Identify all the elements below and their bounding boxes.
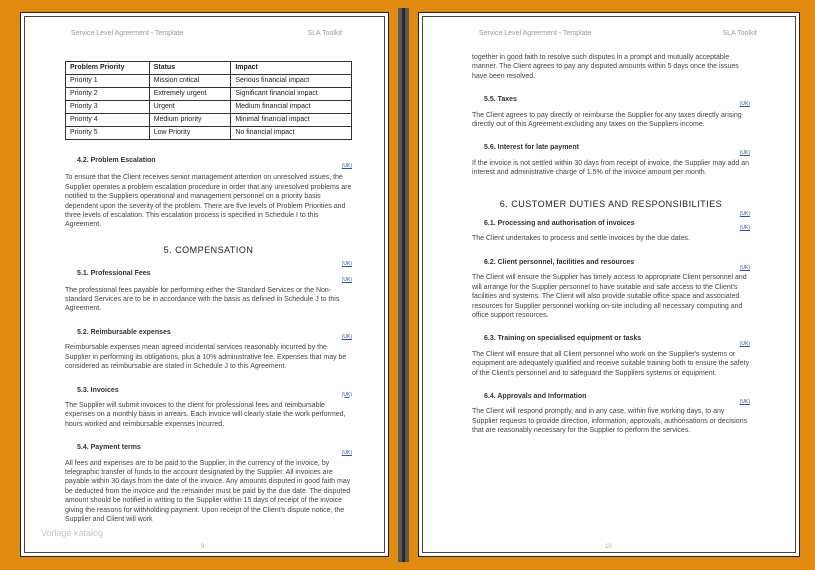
header-left: Service Level Agreement - Template — [479, 30, 592, 37]
uk-link[interactable]: (UK) — [341, 277, 352, 284]
section-6-3 — [472, 334, 750, 378]
uk-link[interactable]: (UK) — [341, 450, 352, 457]
uk-link[interactable]: (UK) — [739, 398, 750, 405]
table-cell: Serious financial impact — [231, 75, 352, 88]
left-page-content — [65, 61, 352, 524]
section-title: 6.2. Client personnel, facilities and resources — [484, 258, 635, 266]
uk-link[interactable]: (UK) — [739, 341, 750, 348]
table-row — [66, 88, 352, 101]
uk-link[interactable]: (UK) — [739, 225, 750, 232]
uk-link[interactable]: (UK) — [341, 163, 352, 169]
section-title: 6.4. Approvals and Information — [484, 392, 587, 400]
section-6-2 — [472, 258, 750, 320]
table-row — [66, 75, 352, 88]
document-page-right — [418, 12, 800, 557]
uk-link[interactable]: (UK) — [341, 391, 352, 398]
header-right: SLA Toolkit — [722, 30, 757, 37]
table-header: Impact — [231, 62, 352, 75]
section-body: The Supplier will submit invoices to the client for professional fees and reimbursable expenses on a monthly basis in arrears. Each invoice will clearly state the work performed, hours worked and reimbursable expenses incurred. — [65, 401, 346, 428]
table-header: Problem Priority — [66, 62, 150, 75]
section-5-1 — [65, 269, 352, 314]
section-title: 4.2. Problem Escalation — [77, 157, 156, 164]
section-body: If the invoice is not settled within 30 days from receipt of invoice, the Supplier may add an interest and administrative charge of 1.5% of the invoice amount per month. — [472, 159, 750, 177]
uk-link[interactable]: (UK) — [739, 150, 750, 157]
table-row — [66, 114, 352, 127]
section-heading: 6. CUSTOMER DUTIES AND RESPONSIBILITIES — [499, 198, 723, 209]
section-body: The Client agrees to pay directly or reimburse the Supplier for any taxes directly arising directly out of this Agreement excluding any taxes on the Suppliers income. — [472, 111, 742, 129]
table-row — [66, 101, 352, 114]
header-right: SLA Toolkit — [307, 30, 342, 37]
section-5-4 — [65, 443, 352, 524]
section-title: 5.4. Payment terms — [77, 444, 141, 452]
header-left: Service Level Agreement - Template — [71, 30, 184, 37]
table-cell: Significant financial impact — [231, 88, 352, 101]
table-row — [66, 127, 352, 140]
section-heading: 5. COMPENSATION — [163, 244, 254, 255]
section-6-1 — [472, 219, 750, 244]
section-6 — [472, 198, 750, 217]
section-body: The Client will respond promptly, and in any case, within five working days, to any Supplier requests to provide direction, information, approvals, authorisations or decisions that are reasonably necessary for the Supplier to perform the services. — [472, 408, 748, 435]
section-title: 5.1. Professional Fees — [77, 270, 151, 278]
section-title: 5.2. Reimbursable expenses — [77, 328, 171, 336]
section-6-4 — [472, 392, 750, 436]
section-body: The Client will ensure that all Client personnel who work on the Supplier's systems or equipment are adequately qualified and receive suitable training both to ensure the safety of the Client's personnel and to safeguard the Suppliers systems or equipment. — [472, 350, 750, 377]
section-title: 5.3. Invoices — [77, 386, 119, 394]
section-title: 5.6. Interest for late payment — [484, 144, 579, 152]
table-cell: Minimal financial impact — [231, 114, 352, 127]
section-5-6 — [472, 143, 750, 177]
section-body: The Client undertakes to process and settle invoices by the due dates. — [472, 235, 690, 243]
section-5 — [65, 244, 352, 267]
table-cell: Urgent — [149, 101, 231, 114]
priority-table — [65, 61, 352, 140]
uk-link[interactable]: (UK) — [739, 210, 750, 217]
section-5-5 — [472, 95, 750, 129]
table-cell: Priority 3 — [66, 101, 150, 114]
right-page-content — [472, 53, 750, 436]
section-4-2 — [65, 156, 352, 230]
page-gutter — [398, 8, 409, 562]
table-cell: Medium priority — [149, 114, 231, 127]
uk-link[interactable]: (UK) — [739, 264, 750, 271]
section-title: 5.5. Taxes — [484, 96, 517, 104]
section-5-3 — [65, 386, 352, 430]
page-number: 9 — [201, 544, 205, 550]
table-cell: No financial impact — [231, 127, 352, 140]
document-page-left — [20, 12, 389, 557]
section-body: All fees and expenses are to be paid to the Supplier, in the currency of the invoice, by telegraphic transfer of funds to the account designated by the Supplier. All invoices are payable within 30 days from the date of the invoice. Any amounts disputed in good faith may be deducted from the invoice and the remainder must be paid by the due date. The disputed amount should be notified in writing to the Supplier within 15 days of receipt of the invoice giving the reasons for withholding payment. Upon receipt of the Client's dispute notice, the Supplier and Client will work — [65, 459, 351, 523]
table-cell: Mission critical — [149, 75, 231, 88]
section-title: 6.1. Processing and authorisation of invoices — [484, 220, 635, 228]
section-5-2 — [65, 328, 352, 372]
table-cell: Priority 4 — [66, 114, 150, 127]
page-number: 10 — [605, 544, 612, 550]
table-cell: Low Priority — [149, 127, 231, 140]
uk-link[interactable]: (UK) — [739, 101, 750, 108]
uk-link[interactable]: (UK) — [341, 333, 352, 340]
section-body: The professional fees payable for performing either the Standard Services or the Non-standard Services are to be in accordance with the basis as defined in Schedule J to this Agreement. — [65, 286, 340, 313]
table-cell: Extremely urgent — [149, 88, 231, 101]
section-title: 6.3. Training on specialised equipment or tasks — [484, 335, 642, 343]
table-cell: Priority 2 — [66, 88, 150, 101]
table-header-row — [66, 62, 352, 75]
uk-link[interactable]: (UK) — [341, 260, 352, 267]
table-cell: Priority 1 — [66, 75, 150, 88]
watermark: Vorlage katalog — [41, 528, 104, 538]
continued-text: together in good faith to resolve such disputes in a prompt and mutually acceptable manner. The Client agrees to pay any disputed amounts within 5 days once the issues have been resolved. — [472, 54, 739, 80]
section-body: Reimbursable expenses mean agreed incidental services reasonably incurred by the Supplier in performing its obligations, plus a 10% administrative fee. Expenses that may be considered as reimbursable are stated in Schedule J to this Agreement. — [65, 344, 347, 371]
section-body: The Client will ensure the Supplier has timely access to appropriate Client personnel and will arrange for the Supplier personnel to have suitable and safe access to the Client's facilities and systems. The Client will also provide suitable office space and associated resources for Supplier personnel working on-site including all necessary computing and office support resources. — [472, 274, 747, 319]
table-header: Status — [149, 62, 231, 75]
table-cell: Priority 5 — [66, 127, 150, 140]
table-cell: Medium financial impact — [231, 101, 352, 114]
section-body: To ensure that the Client receives senior management attention on unresolved issues, the Supplier operates a problem escalation procedure in order that any unresolved problems are notified to the Suppliers operational and management personnel on a priority basis dependent upon the severity of the problem. There are five levels of Problem Priorities and three levels of escalation. This escalation process is specified in Schedule I to this Agreement. — [65, 174, 352, 229]
